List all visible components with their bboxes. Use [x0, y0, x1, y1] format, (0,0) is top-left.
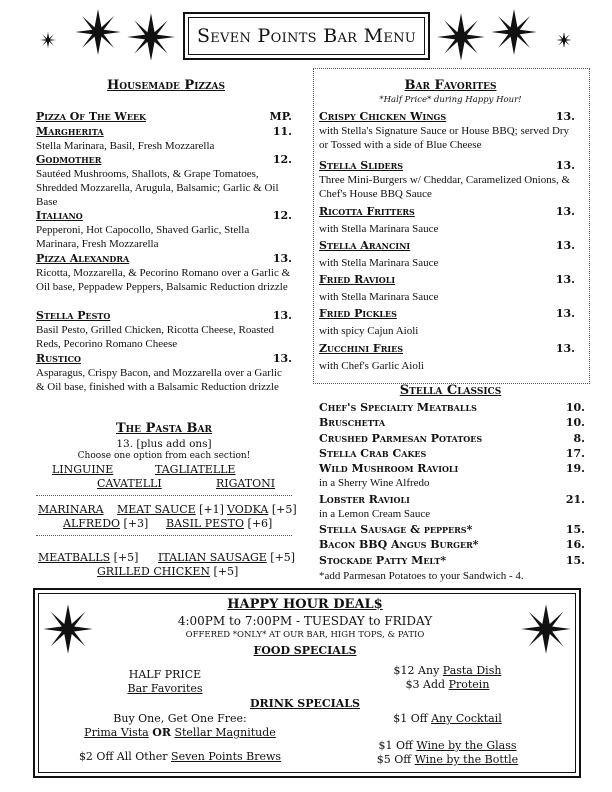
favorite-price: 13. — [555, 342, 575, 355]
classic-price: 17. — [565, 447, 585, 460]
brews-deal: $2 Off All Other Seven Points Brews — [78, 750, 282, 763]
classic-price: 19. — [565, 462, 585, 475]
happy-hour-heading: HAPPY HOUR DEAL$ — [227, 597, 383, 612]
protein-option: MEATBALLS [+5] — [38, 551, 139, 564]
favorite-price: 13. — [555, 159, 575, 172]
favorite-name: Fried Ravioli — [319, 273, 396, 286]
classic-name: Lobster Ravioli — [319, 493, 410, 506]
favorite-description: with spicy Cajun Aioli — [319, 325, 419, 337]
classic-item — [319, 538, 585, 552]
favorite-description: with Stella Marinara Sauce — [319, 257, 439, 269]
favorite-name: Zucchini Fries — [319, 342, 404, 355]
sauce-option: VODKA [+5] — [227, 503, 297, 516]
favorite-item — [319, 342, 575, 373]
half-price-label: HALF PRICE — [128, 668, 202, 681]
classic-name: Crushed Parmesan Potatoes — [319, 432, 483, 445]
classic-price: 8. — [573, 432, 585, 445]
pizza-item — [36, 309, 292, 351]
star-icon — [490, 8, 538, 56]
star-icon — [436, 12, 486, 62]
sauce-option: MARINARA — [38, 503, 104, 516]
favorite-price: 13. — [555, 205, 575, 218]
pizza-name: Stella Pesto — [36, 309, 111, 322]
pizza-name: Margherita — [36, 125, 104, 138]
classic-item — [319, 462, 585, 490]
wine-glass-deal: $1 Off Wine by the Glass — [378, 739, 517, 752]
protein-deal: $3 Add Protein — [405, 678, 490, 691]
star-icon — [74, 8, 122, 56]
classic-price: 15. — [565, 523, 585, 536]
bogo-beers: Prima Vista OR Stellar Magnitude — [84, 726, 276, 739]
favorite-description: Three Mini-Burgers w/ Cheddar, Caramelized Onions, & Chef's House BBQ Sauce — [319, 174, 571, 200]
favorite-item — [319, 159, 575, 201]
happy-hour-time: 4:00PM to 7:00PM - TUESDAY to FRIDAY — [177, 614, 433, 628]
pasta-section-heading: The Pasta Bar — [116, 421, 212, 436]
bogo-deal: Buy One, Get One Free: — [113, 712, 247, 725]
favorite-price: 13. — [555, 239, 575, 252]
cocktail-deal: $1 Off Any Cocktail — [393, 712, 502, 725]
favorite-description: with Stella Marinara Sauce — [319, 223, 439, 235]
pizza-price: 13. — [272, 352, 292, 365]
classic-item — [319, 493, 585, 521]
favorite-item — [319, 205, 575, 236]
pasta-option: LINGUINE — [52, 463, 114, 476]
classic-item — [319, 447, 585, 461]
favorite-name: Crispy Chicken Wings — [319, 110, 447, 123]
favorite-item — [319, 239, 575, 270]
protein-option: ITALIAN SAUSAGE [+5] — [158, 551, 296, 564]
classic-name: Stockade Patty Melt* — [319, 554, 447, 567]
favorite-name: Stella Sliders — [319, 159, 404, 172]
wine-bottle-deal: $5 Off Wine by the Bottle — [376, 753, 519, 766]
pizza-description: Pepperoni, Hot Capocollo, Shaved Garlic, Stella Marinara, Fresh Mozzarella — [36, 224, 250, 250]
classic-price: 15. — [565, 554, 585, 567]
protein-option: GRILLED CHICKEN [+5] — [97, 565, 239, 578]
favorite-price: 13. — [555, 273, 575, 286]
happy-hour-offered: OFFERED *ONLY* AT OUR BAR, HIGH TOPS, & PATIO — [185, 630, 425, 640]
pizza-name: Pizza Alexandra — [36, 252, 130, 265]
pizza-price: 12. — [272, 209, 292, 222]
pizza-name: Italiano — [36, 209, 83, 222]
pizza-item — [36, 110, 292, 124]
pasta-option: TAGLIATELLE — [155, 463, 236, 476]
classic-item — [319, 401, 585, 415]
favorites-section-heading: Bar Favorites — [404, 78, 497, 93]
pizza-item — [36, 352, 292, 394]
page-title: Seven Points Bar Menu — [196, 25, 417, 47]
classics-footnote: *add Parmesan Potatoes to your Sandwich - 4. — [319, 570, 524, 582]
star-icon — [550, 26, 578, 54]
pizza-item — [36, 252, 292, 294]
pizza-name: Pizza Of The Week — [36, 110, 146, 123]
classic-price: 10. — [565, 401, 585, 414]
classic-name: Bacon BBQ Angus Burger* — [319, 538, 479, 551]
pasta-deal: $12 Any Pasta Dish — [393, 664, 502, 677]
classic-name: Stella Sausage & peppers* — [319, 523, 473, 536]
star-icon — [126, 12, 176, 62]
classic-price: 16. — [565, 538, 585, 551]
favorite-name: Stella Arancini — [319, 239, 411, 252]
favorite-item — [319, 273, 575, 304]
pizza-price: 13. — [272, 252, 292, 265]
favorites-subheading: *Half Price* during Happy Hour! — [379, 95, 522, 105]
pizza-section-heading: Housemade Pizzas — [106, 78, 226, 93]
pizza-name: Rustico — [36, 352, 81, 365]
pizza-description: Basil Pesto, Grilled Chicken, Ricotta Cheese, Roasted Reds, Pecorino Romano Cheese — [36, 324, 274, 350]
classic-name: Bruschetta — [319, 416, 386, 429]
pizza-item — [36, 209, 292, 251]
classic-price: 21. — [565, 493, 585, 506]
classic-item — [319, 554, 585, 568]
pasta-price: 13. [plus add ons] — [116, 438, 212, 450]
classic-description: in a Sherry Wine Alfredo — [319, 477, 430, 489]
menu-title-box — [183, 12, 430, 60]
favorite-price: 13. — [555, 110, 575, 123]
food-specials-heading: FOOD SPECIALS — [253, 644, 357, 657]
pizza-item — [36, 153, 292, 209]
pizza-price: 11. — [272, 125, 292, 138]
pizza-price: MP. — [269, 110, 292, 123]
classic-description: in a Lemon Cream Sauce — [319, 508, 431, 520]
pasta-instructions: Choose one option from each section! — [77, 451, 251, 461]
classic-item — [319, 523, 585, 537]
pizza-description: Ricotta, Mozzarella, & Pecorino Romano over a Garlic & Oil base, Peppadew Peppers, Balsamic Reduction drizzle — [36, 267, 291, 293]
classic-price: 10. — [565, 416, 585, 429]
favorite-name: Ricotta Fritters — [319, 205, 415, 218]
favorite-name: Fried Pickles — [319, 307, 397, 320]
classic-name: Chef's Specialty Meatballs — [319, 401, 477, 414]
divider — [36, 495, 292, 496]
pasta-option: RIGATONI — [216, 477, 276, 490]
classic-name: Wild Mushroom Ravioli — [319, 462, 459, 475]
classic-item — [319, 432, 585, 446]
favorite-description: with Stella's Signature Sauce or House BBQ; served Dry or Tossed with a side of Blue Cheese — [319, 125, 570, 151]
classic-name: Stella Crab Cakes — [319, 447, 427, 460]
pizza-description: Asparagus, Crispy Bacon, and Mozzarella over a Garlic & Oil base, finished with a Balsamic Reduction drizzle — [36, 367, 282, 393]
favorite-description: with Stella Marinara Sauce — [319, 291, 439, 303]
sauce-option: BASIL PESTO [+6] — [166, 517, 273, 530]
bar-favorites-deal: Bar Favorites — [127, 682, 203, 695]
pizza-price: 12. — [272, 153, 292, 166]
pizza-description: Sautéed Mushrooms, Shallots, & Grape Tomatoes, Shredded Mozzarella, Arugula, Balsamic; Garlic & Oil Base — [36, 168, 279, 208]
classic-item — [319, 416, 585, 430]
favorite-item — [319, 110, 575, 152]
sauce-option: MEAT SAUCE [+1] — [117, 503, 224, 516]
pasta-option: CAVATELLI — [97, 477, 162, 490]
divider — [36, 535, 292, 536]
sauce-option: ALFREDO [+3] — [63, 517, 149, 530]
pizza-price: 13. — [272, 309, 292, 322]
drink-specials-heading: DRINK SPECIALS — [250, 697, 360, 710]
favorite-item — [319, 307, 575, 338]
star-icon — [34, 26, 62, 54]
pizza-item — [36, 125, 292, 153]
classics-section-heading: Stella Classics — [399, 383, 502, 398]
pizza-description: Stella Marinara, Basil, Fresh Mozzarella — [36, 140, 215, 152]
pizza-name: Godmother — [36, 153, 102, 166]
favorite-price: 13. — [555, 307, 575, 320]
favorite-description: with Chef's Garlic Aioli — [319, 360, 424, 372]
